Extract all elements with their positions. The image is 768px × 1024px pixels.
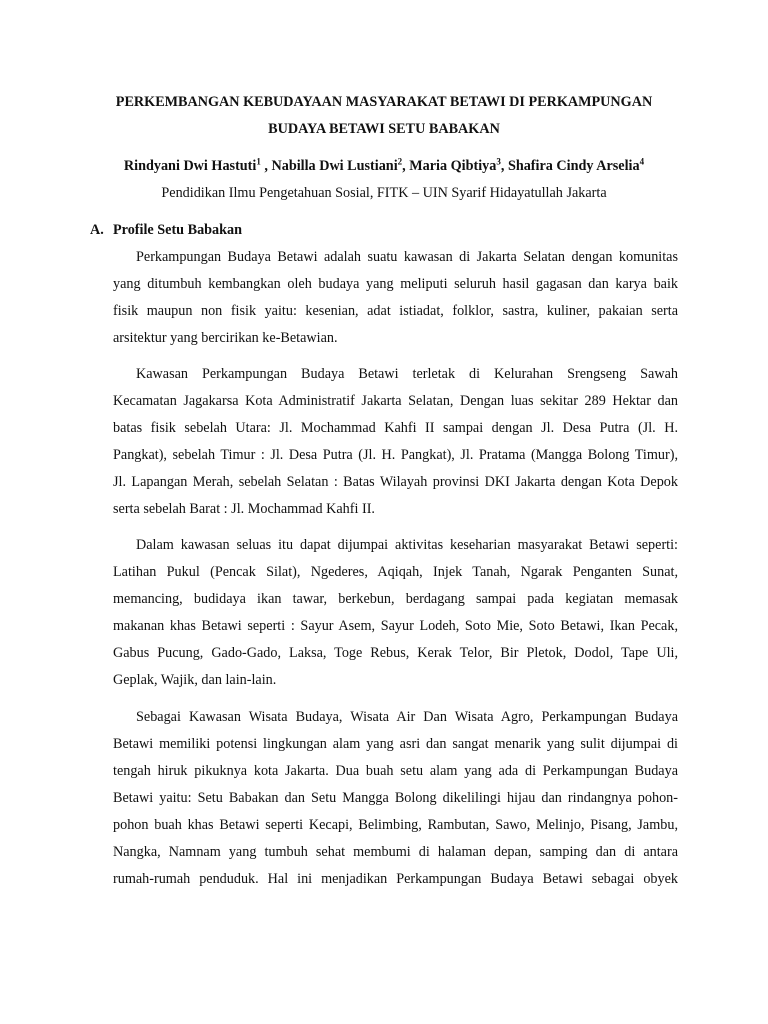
paragraph-line: Gabus Pucung, Gado-Gado, Laksa, Toge Rebus, Kerak Telor, Bir Pletok, Dodol, Tape Uli, [113,645,678,661]
paragraph-line: yang ditumbuh kembangkan oleh budaya yang meliputi seluruh hasil gagasan dan karya baik [113,276,678,292]
author-list [60,157,708,175]
section-number: A. [90,222,104,238]
paragraph-line: Geplak, Wajik, dan lain-lain. [113,672,277,688]
author-separator: , [260,158,272,174]
author-affiliation-mark: 2 [397,156,403,167]
paragraph-line: Sebagai Kawasan Wisata Budaya, Wisata Air Dan Wisata Agro, Perkampungan Budaya [136,709,678,725]
document-title-line-2: BUDAYA BETAWI SETU BABAKAN [268,121,500,137]
document-title-line-1: PERKEMBANGAN KEBUDAYAAN MASYARAKAT BETAWI DI PERKAMPUNGAN [115,94,653,110]
author-separator: , [500,158,508,174]
paragraph-line: memancing, budidaya ikan tawar, berkebun, berdagang sampai pada kegiatan memasak [113,591,678,607]
author-affiliation-mark: 3 [496,156,501,167]
paragraph-line: rumah-rumah penduduk. Hal ini menjadikan Perkampungan Budaya Betawi sebagai obyek [113,871,678,887]
author-name: Nabilla Dwi Lustiani [271,158,398,174]
paragraph-line: Latihan Pukul (Pencak Silat), Ngederes, Aqiqah, Injek Tanah, Ngarak Penganten Sunat, [113,564,678,580]
section-heading [90,221,242,239]
author-affiliation: Pendidikan Ilmu Pengetahuan Sosial, FITK – UIN Syarif Hidayatullah Jakarta [161,185,607,201]
paragraph-line: tengah hiruk pikuknya kota Jakarta. Dua buah setu alam yang ada di Perkampungan Budaya [113,763,678,779]
author-affiliation-mark: 1 [256,156,261,167]
section-title: Profile Setu Babakan [113,222,243,238]
paragraph-line: Dalam kawasan seluas itu dapat dijumpai aktivitas keseharian masyarakat Betawi seperti: [136,537,678,553]
paragraph-line: pohon buah khas Betawi seperti Kecapi, Belimbing, Rambutan, Sawo, Melinjo, Pisang, Jambu, [113,817,678,833]
author-separator: , [402,158,410,174]
paragraph-line: Kawasan Perkampungan Budaya Betawi terletak di Kelurahan Srengseng Sawah [136,366,678,382]
paragraph-line: batas fisik sebelah Utara: Jl. Mochammad Kahfi II sampai dengan Jl. Desa Putra (Jl. H. [113,420,678,436]
author-name: Shafira Cindy Arselia [507,158,640,174]
author-affiliation-mark: 4 [639,156,645,167]
paragraph-line: Betawi yaitu: Setu Babakan dan Setu Mangga Bolong dikelilingi hijau dan rindangnya pohon- [113,790,678,806]
paragraph-line: serta sebelah Barat : Jl. Mochammad Kahfi II. [113,501,375,517]
paragraph-line: fisik maupun non fisik yaitu: kesenian, adat istiadat, folklor, sastra, kuliner, pakaian serta [113,303,678,319]
paragraph-line: Kecamatan Jagakarsa Kota Administratif Jakarta Selatan, Dengan luas sekitar 289 Hektar dan [113,393,678,409]
paragraph-line: Betawi memiliki potensi lingkungan alam yang asri dan sangat menarik yang sulit dijumpai di [113,736,678,752]
paragraph-line: arsitektur yang bercirikan ke-Betawian. [113,330,338,346]
paragraph-line: Jl. Lapangan Merah, sebelah Selatan : Batas Wilayah provinsi DKI Jakarta dengan Kota Depok [113,474,678,490]
paragraph-line: Nangka, Namnam yang tumbuh sehat membumi di halaman depan, samping dan di antara [113,844,678,860]
author-name: Maria Qibtiya [409,158,497,174]
paragraph-line: makanan khas Betawi seperti : Sayur Asem, Sayur Lodeh, Soto Mie, Soto Betawi, Ikan Pecak, [113,618,678,634]
paragraph-line: Perkampungan Budaya Betawi adalah suatu kawasan di Jakarta Selatan dengan komunitas [136,249,678,265]
paragraph-line: Pangkat), sebelah Timur : Jl. Desa Putra (Jl. H. Pangkat), Jl. Pratama (Mangga Bolong Timur), [113,447,678,463]
author-name: Rindyani Dwi Hastuti [123,158,257,174]
